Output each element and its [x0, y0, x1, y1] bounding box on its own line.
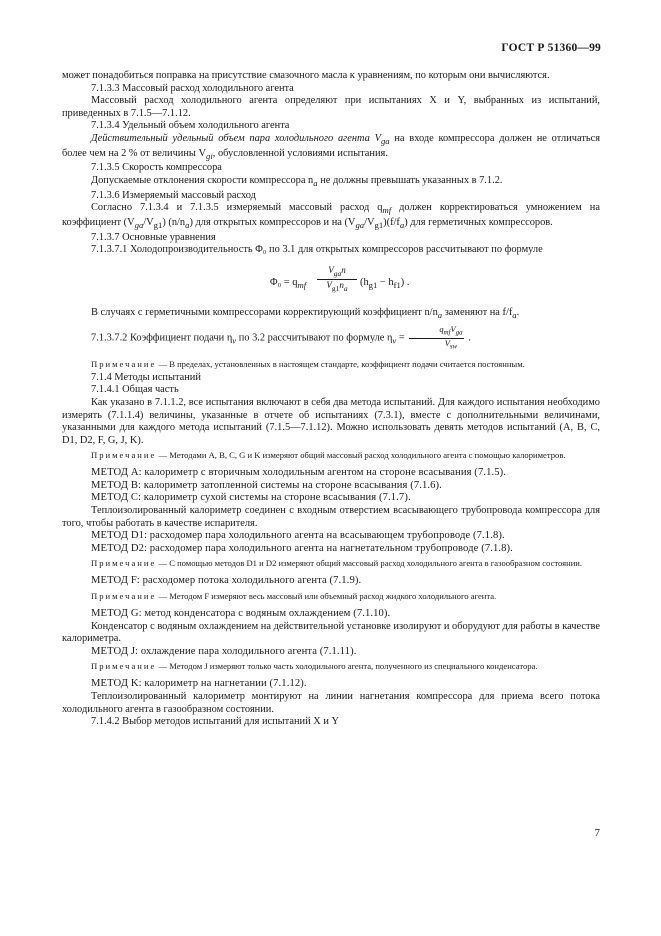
note: Примечание — Методом F измеряют весь массовый или объемный расход жидкого холодильного агента.	[91, 591, 497, 602]
paragraph: Согласно 7.1.3.4 и 7.1.3.5 измеряемый массовый расход $q_{mf}$ должен корректироваться умножением на коэффициент $(V_{ga}/V_{g1})$ $(n/n_a)$ для открытых компрессоров и на $(V_{ga}/V_{g1})(f/f_a)$ для герметичных компрессоров.	[62, 202, 600, 230]
document-body	[62, 70, 600, 729]
formula-fraction: $V_{ga}n$ $V_{g1}n_a$	[317, 265, 357, 294]
section-heading: 7.1.3.7 Основные уравнения	[91, 231, 216, 243]
paragraph: В случаях с герметичными компрессорами корректирующий коэффициент $n/n_a$ заменяют на $f/f_a$.	[91, 306, 520, 320]
method-j: МЕТОД J: охлаждение пара холодильного агента (7.1.11).	[91, 645, 357, 657]
section-heading: 7.1.3.3 Массовый расход холодильного агента	[91, 82, 294, 94]
paragraph: 7.1.3.7.2 Коэффициент подачи $\eta_v$ по 3.2 рассчитывают по формуле $\eta_v$ = $\frac{q_{mf}V_{ga}}{V_{sw}}$ .	[91, 325, 471, 351]
formula-cooling-capacity	[62, 261, 600, 305]
method-f: МЕТОД F: расходомер потока холодильного агента (7.1.9).	[91, 575, 362, 587]
document-header: ГОСТ Р 51360—99	[501, 42, 601, 54]
section-heading: 7.1.4.1 Общая часть	[91, 384, 179, 396]
note: Примечание — Методами A, B, C, G и K измеряют общий массовый расход холодильного агента с помощью калориметров.	[91, 450, 566, 461]
method-d1: МЕТОД D1: расходомер пара холодильного агента на всасывающем трубопроводе (7.1.8).	[91, 530, 505, 542]
section-heading: 7.1.3.4 Удельный объем холодильного агента	[91, 120, 290, 132]
paragraph: Конденсатор с водяным охлаждением на действительной установке изолируют и оборудуют для работы в качестве калориметра.	[62, 620, 600, 645]
section-heading: 7.1.4.2 Выбор методов испытаний для испытаний X и Y	[91, 716, 339, 728]
section-heading: 7.1.4 Методы испытаний	[91, 371, 201, 383]
paragraph: Массовый расход холодильного агента определяют при испытаниях X и Y, выбранных из испытаний, приведенных в 7.1.5—7.1.12.	[62, 95, 600, 119]
paragraph: Действительный удельный объем пара холодильного агента $V_{ga}$ на входе компрессора должен не отличаться более чем на 2 % от величины $V_{gi}$, обусловленной условиями испытания.	[62, 132, 600, 161]
method-c: МЕТОД C: калориметр сухой системы на стороне всасывания (7.1.7).	[91, 492, 411, 504]
method-d2: МЕТОД D2: расходомер пара холодильного агента на нагнетательном трубопроводе (7.1.8).	[91, 542, 513, 554]
page-number: 7	[594, 827, 600, 839]
paragraph: Как указано в 7.1.1.2, все испытания включают в себя два метода испытаний. Для каждого испытания необходимо измерять (7.1.1.4) величины, указанные в отчете об испытаниях (7.3.1), вместе с дополнительными величинами, указанными для каждого метода испытаний (7.1.5—7.1.12). Можно использовать девять методов испытаний (A, B, C, D1, D2, F, G, J, K).	[62, 396, 600, 446]
paragraph: Допускаемые отклонения скорости компрессора $n_a$ не должны превышать указанных в 7.1.2.	[91, 174, 503, 188]
note: Примечание — С помощью методов D1 и D2 измеряют общий массовый расход холодильного агента в газообразном состоянии.	[91, 558, 583, 569]
method-a: МЕТОД A: калориметр с вторичным холодильным агентом на стороне всасывания (7.1.5).	[91, 467, 507, 479]
paragraph: может понадобиться поправка на присутствие смазочного масла к уравнениям, по которым они вычисляются.	[62, 70, 550, 81]
paragraph: Теплоизолированный калориметр монтируют на линии нагнетания компрессора для приема всего потока холодильного агента в газообразном состоянии.	[62, 691, 600, 715]
note: Примечание — Методом J измеряют только часть холодильного агента, полученного из специального конденсатора.	[91, 661, 538, 672]
formula-volumetric-efficiency: $\frac{q_{mf}V_{ga}}{V_{sw}}$	[409, 325, 463, 351]
paragraph: Теплоизолированный калориметр соединен с входным отверстием всасывающего трубопровода компрессора для того, чтобы работать в качестве испарителя.	[62, 505, 600, 529]
method-b: МЕТОД B: калориметр затопленной системы на стороне всасывания (7.1.6).	[91, 479, 442, 491]
section-heading: 7.1.3.5 Скорость компрессора	[91, 162, 222, 174]
formula-lhs: $\Phi_0 = q_{mf}$	[270, 276, 307, 290]
note: Примечание — В пределах, установленных в настоящем стандарте, коэффициент подачи считается постоянным.	[91, 358, 525, 369]
paragraph: 7.1.3.7.1 Холодопроизводительность Φ₀ по 3.1 для открытых компрессоров рассчитывают по формуле	[91, 244, 543, 256]
formula-rhs: $(h_{g1} - h_{f1})$ .	[360, 276, 410, 290]
method-g: МЕТОД G: метод конденсатора с водяным охлаждением (7.1.10).	[91, 608, 391, 620]
section-heading: 7.1.3.6 Измеряемый массовый расход	[91, 189, 256, 201]
method-k: МЕТОД K: калориметр на нагнетании (7.1.12).	[91, 678, 307, 690]
